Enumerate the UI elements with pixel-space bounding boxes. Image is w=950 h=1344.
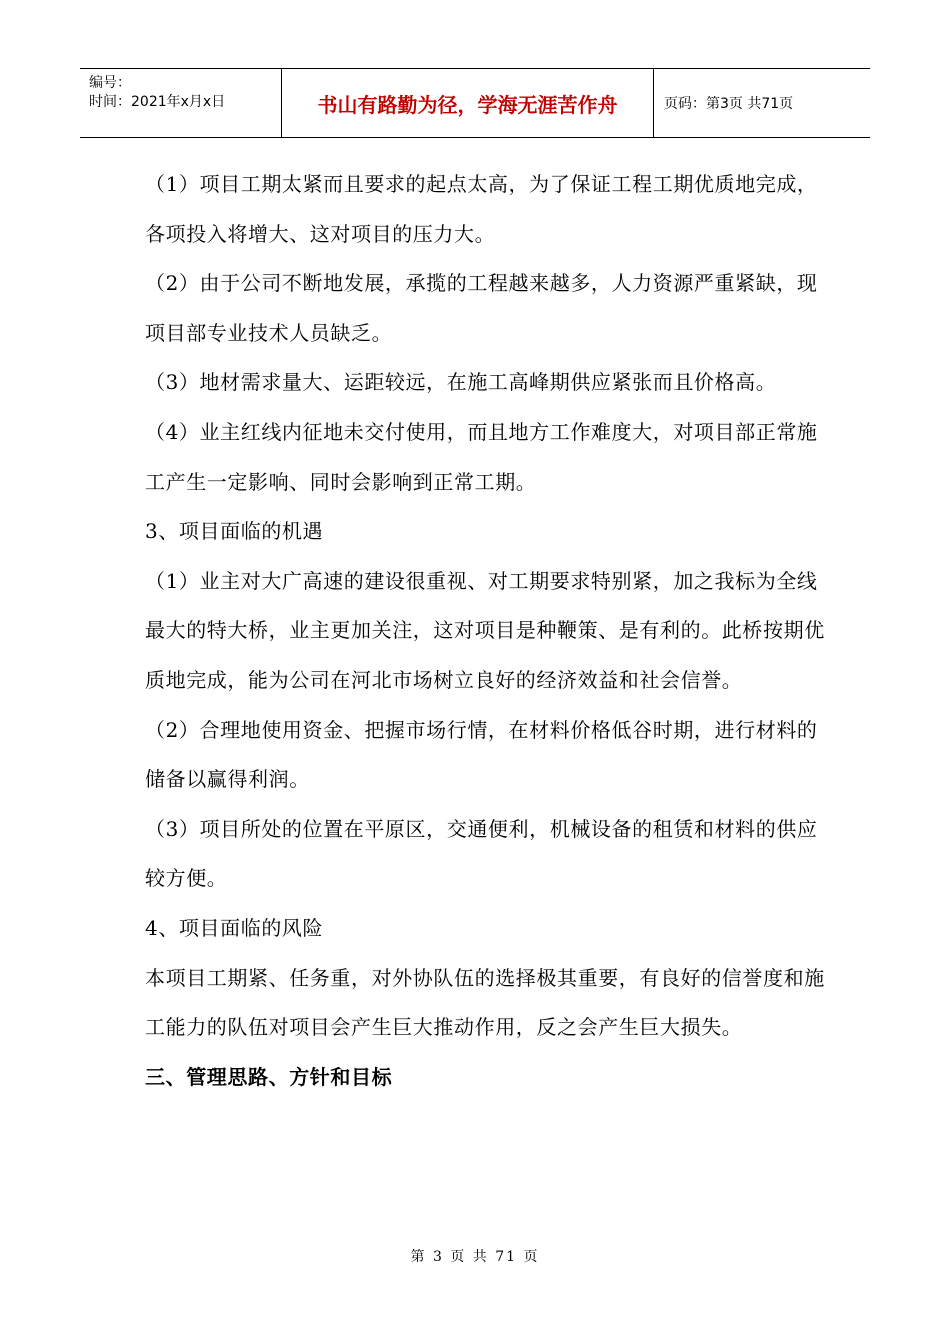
paragraph: 本项目工期紧、任务重，对外协队伍的选择极其重要，有良好的信誉度和施工能力的队伍对项目会产生巨大推动作用，反之会产生巨大损失。	[145, 965, 825, 1040]
paragraph: （1）项目工期太紧而且要求的起点太高，为了保证工程工期优质地完成，各项投入将增大、这对项目的压力大。	[145, 172, 818, 246]
header-meta	[80, 69, 282, 137]
paragraph: （3）地材需求量大、运距较远，在施工高峰期供应紧张而且价格高。	[145, 370, 777, 395]
paragraph: （2）合理地使用资金、把握市场行情，在材料价格低谷时期，进行材料的储备以赢得利润。	[145, 717, 818, 792]
document-number-label: 编号：	[89, 75, 131, 91]
paragraph: （3）项目所处的位置在平原区，交通便利，机械设备的租赁和材料的供应较方便。	[145, 816, 818, 891]
page-header	[80, 68, 870, 138]
paragraph: （1）业主对大广高速的建设很重视、对工期要求特别紧，加之我标为全线最大的特大桥，业主更加关注，这对项目是种鞭策、是有利的。此桥按期优质地完成，能为公司在河北市场树立良好的经济效益和社会信誉。	[145, 568, 825, 692]
subheading-opportunities: 3、项目面临的机遇	[145, 519, 324, 544]
subheading-risks: 4、项目面临的风险	[145, 915, 324, 940]
document-date: 时间：2021年x月x日	[89, 94, 226, 110]
header-page-info: 页码：第3页 共71页	[664, 96, 794, 112]
paragraph: （2）由于公司不断地发展，承揽的工程越来越多，人力资源严重紧缺，现项目部专业技术人员缺乏。	[145, 271, 818, 345]
page-footer: 第 3 页 共 71 页	[410, 1249, 540, 1265]
document-body	[145, 160, 825, 1102]
section-heading: 三、管理思路、方针和目标	[145, 1064, 393, 1089]
header-motto: 书山有路勤为径，学海无涯苦作舟	[282, 69, 654, 137]
paragraph: （4）业主红线内征地未交付使用，而且地方工作难度大，对项目部正常施工产生一定影响、同时会影响到正常工期。	[145, 419, 818, 494]
